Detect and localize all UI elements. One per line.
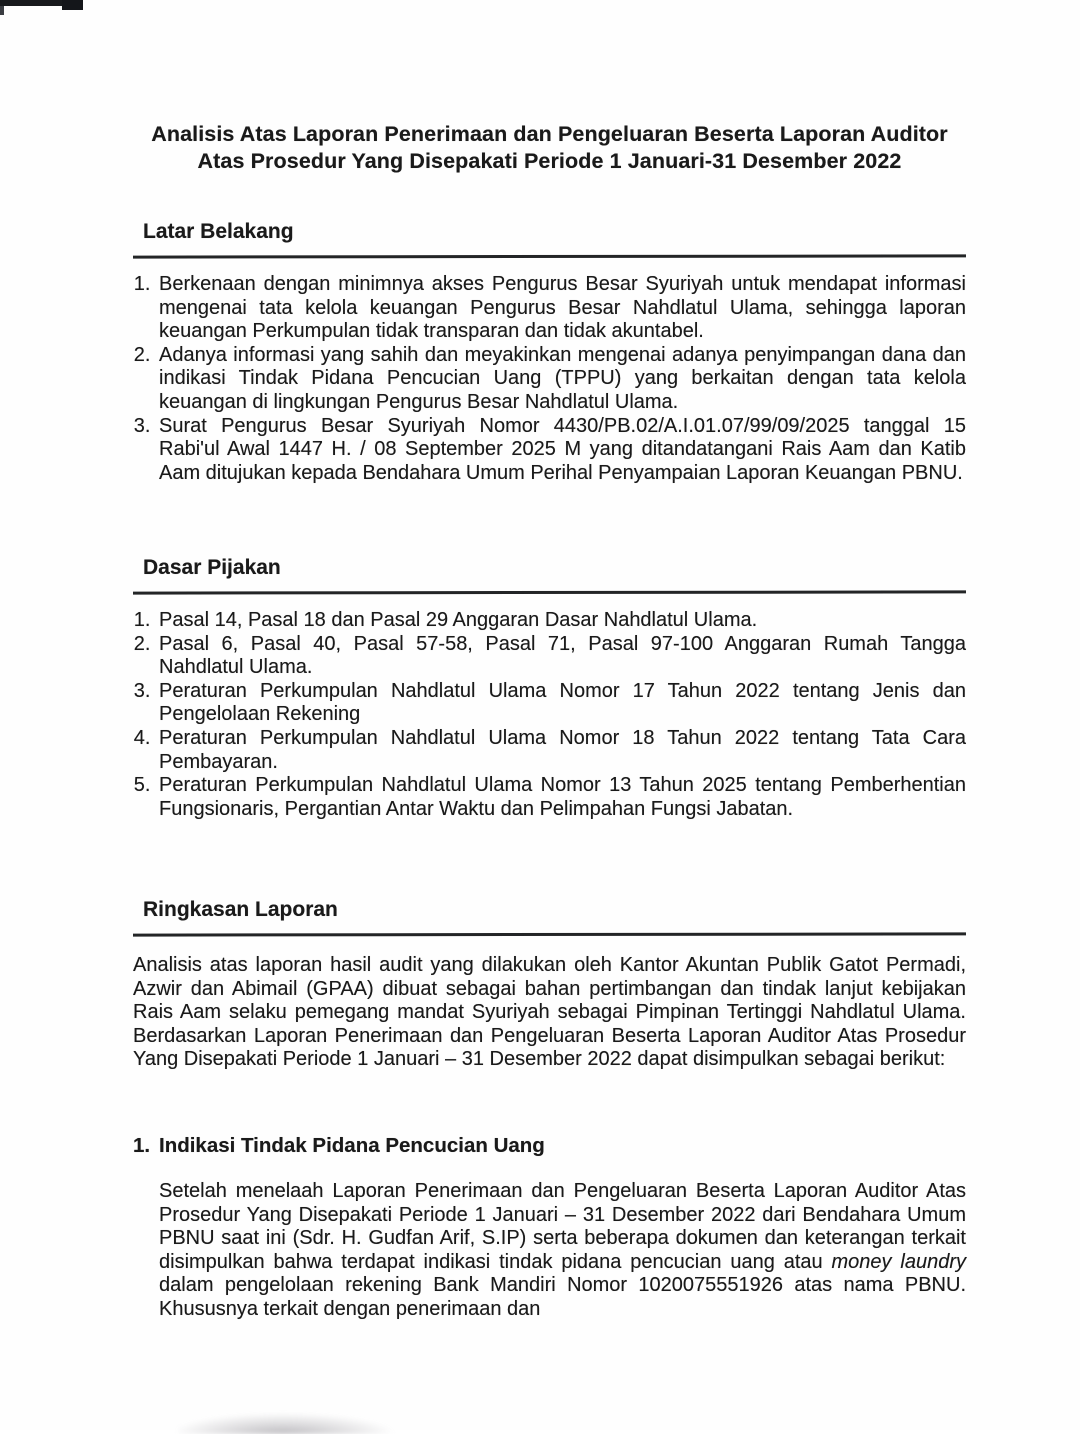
section-divider — [133, 932, 966, 936]
document-title-line2: Atas Prosedur Yang Disepakati Periode 1 Januari-31 Desember 2022 — [197, 149, 902, 173]
section-divider — [133, 254, 966, 258]
section-heading-dasar-pijakan: Dasar Pijakan — [143, 556, 281, 579]
list-item: 2. Pasal 6, Pasal 40, Pasal 57-58, Pasal 71, Pasal 97-100 Anggaran Rumah Tangga Nahdlatul Ulama. — [156, 633, 966, 680]
section-heading-ringkasan-laporan: Ringkasan Laporan — [143, 898, 338, 921]
findings-heading — [133, 1134, 966, 1158]
ringkasan-paragraph: Analisis atas laporan hasil audit yang dilakukan oleh Kantor Akuntan Publik Gatot Permadi, Azwir dan Abimail (GPAA) dibuat sebagai bahan pertimbangan dan tindak lanjut kebijakan Rais Aam selaku pemegang mandat Syuriyah sebagai Pimpinan Tertinggi Nahdlatul Ulama. Berdasarkan Laporan Penerimaan dan Pengeluaran Beserta Laporan Auditor Atas Prosedur Yang Disepakati Periode 1 Januari – 31 Desember 2022 dapat disimpulkan sebagai berikut: — [133, 954, 966, 1071]
list-item: 5. Peraturan Perkumpulan Nahdlatul Ulama Nomor 13 Tahun 2025 tentang Pemberhentian Fungsionaris, Pergantian Antar Waktu dan Pelimpahan Fungsi Jabatan. — [156, 774, 966, 821]
list-item: 1. Pasal 14, Pasal 18 dan Pasal 29 Anggaran Dasar Nahdlatul Ulama. — [156, 609, 966, 633]
findings-number: 1. — [133, 1134, 151, 1157]
section-ringkasan-laporan — [133, 898, 966, 1072]
section-heading-latar-belakang: Latar Belakang — [143, 220, 294, 243]
scan-artifact-left-edge — [0, 6, 4, 15]
findings-heading-text: Indikasi Tindak Pidana Pencucian Uang — [159, 1134, 545, 1157]
list-item: 2. Adanya informasi yang sahih dan meyakinkan mengenai adanya penyimpangan dana dan indikasi Tindak Pidana Pencucian Uang (TPPU) yang berkaitan dengan tata kelola keuangan di lingkungan Pengurus Besar Nahdlatul Ulama. — [156, 344, 966, 415]
findings-paragraph-italic: money laundry — [831, 1250, 966, 1273]
findings-paragraph — [159, 1180, 966, 1322]
latar-belakang-list — [133, 273, 966, 485]
list-item: 4. Peraturan Perkumpulan Nahdlatul Ulama Nomor 18 Tahun 2022 tentang Tata Cara Pembayaran. — [156, 727, 966, 774]
findings-paragraph-text-cont: dalam pengelolaan rekening Bank Mandiri Nomor 1020075551926 atas nama PBNU. Khususnya terkait dengan penerimaan dan — [159, 1274, 966, 1320]
list-item: 3. Peraturan Perkumpulan Nahdlatul Ulama Nomor 17 Tahun 2022 tentang Jenis dan Pengelolaan Rekening — [156, 680, 966, 727]
document-title — [133, 121, 966, 175]
list-item: 1. Berkenaan dengan minimnya akses Pengurus Besar Syuriyah untuk mendapat informasi mengenai tata kelola keuangan Pengurus Besar Nahdlatul Ulama, sehingga laporan keuangan Perkumpulan tidak transparan dan tidak akuntabel. — [156, 273, 966, 344]
findings-paragraph-text: Setelah menelaah Laporan Penerimaan dan Pengeluaran Beserta Laporan Auditor Atas Prosedur Yang Disepakati Periode 1 Januari – 31 Desember 2022 dari Bendahara Umum PBNU saat ini (Sdr. H. Gudfan Arif, S.IP) serta beberapa dokumen dan keterangan terkait disimpulkan bahwa terdapat indikasi tindak pidana pencucian uang atau — [159, 1180, 966, 1273]
section-findings — [133, 1134, 966, 1322]
scan-artifact-top-left-dark — [62, 0, 83, 10]
section-latar-belakang — [133, 220, 966, 485]
document-title-line1: Analisis Atas Laporan Penerimaan dan Pengeluaran Beserta Laporan Auditor — [151, 122, 948, 146]
section-divider — [133, 590, 966, 594]
section-dasar-pijakan — [133, 556, 966, 821]
dasar-pijakan-list — [133, 609, 966, 821]
list-item: 3. Surat Pengurus Besar Syuriyah Nomor 4430/PB.02/A.I.01.07/99/09/2025 tanggal 15 Rabi'ul Awal 1447 H. / 08 September 2025 M yang ditandatangani Rais Aam dan Katib Aam ditujukan kepada Bendahara Umum Perihal Penyampaian Laporan Keuangan PBNU. — [156, 415, 966, 486]
